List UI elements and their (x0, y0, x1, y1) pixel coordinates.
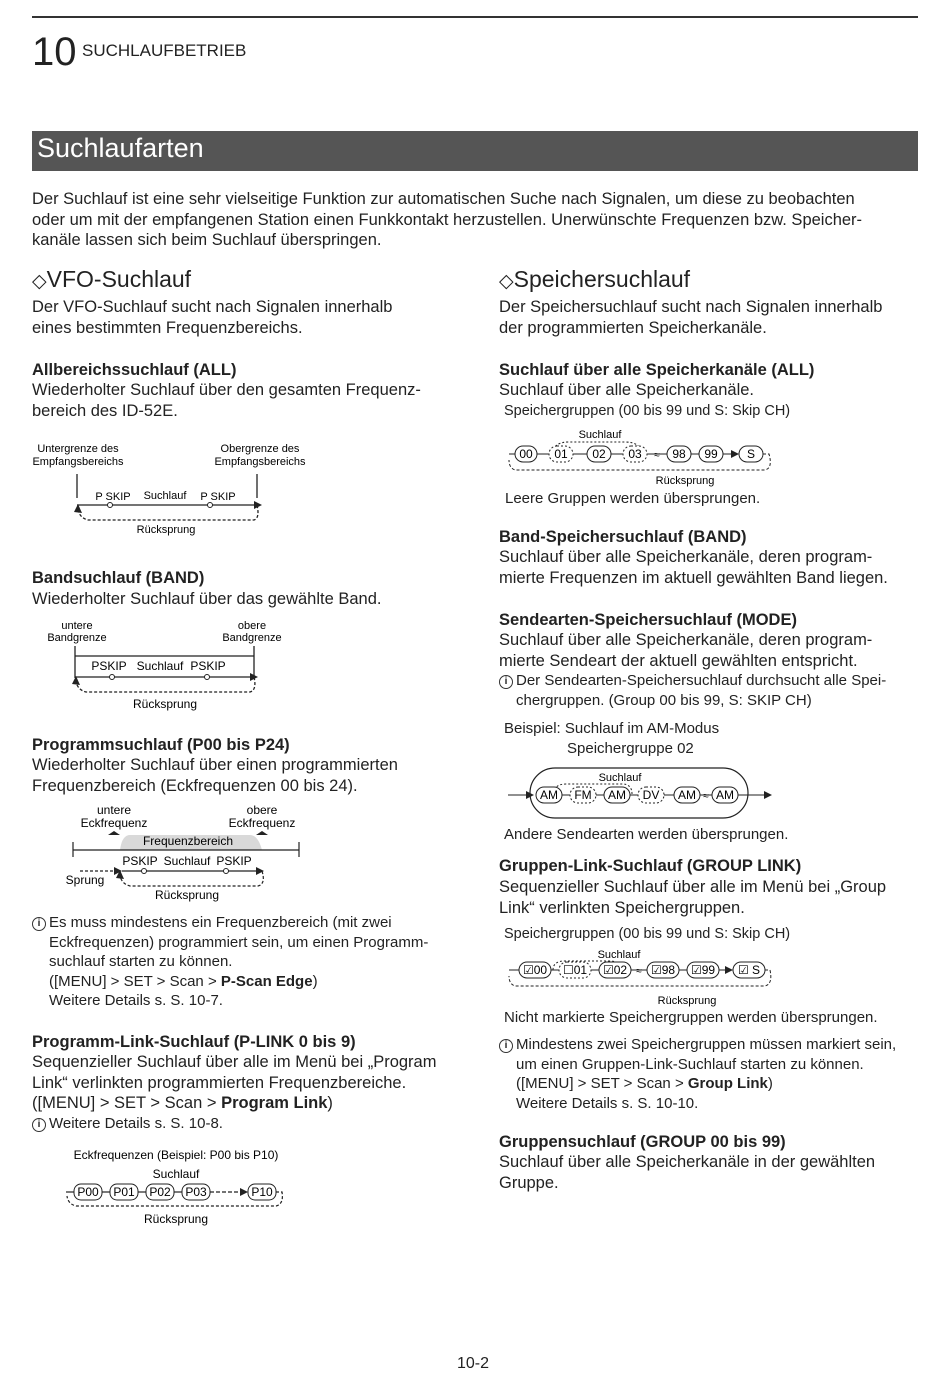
upper-edge-label: obere (246, 803, 278, 817)
text-line: Suchlauf über alle Speicherkanäle, deren program- (499, 548, 873, 566)
program-scan-note (32, 913, 462, 1011)
lower-edge-label: Eckfrequenz (80, 816, 148, 830)
menu-path: ([MENU] > SET > Scan > (49, 972, 221, 990)
scan-label: Suchlauf (136, 659, 184, 673)
pskip-label: PSKIP (122, 854, 158, 868)
text-line: mierte Frequenzen im aktuell gewählten Band liegen. (499, 568, 888, 587)
range-label: P10 (251, 1185, 273, 1199)
return-label: Rücksprung (136, 524, 196, 536)
text-line: Speichergruppe 02 (567, 740, 694, 757)
mode-after: Andere Sendearten werden übersprungen. (504, 826, 789, 843)
group-label: 02 (592, 447, 606, 461)
skip-point (224, 869, 229, 874)
group-label: 98 (672, 447, 686, 461)
plink-note (32, 1114, 223, 1134)
arrow-head-icon (764, 791, 772, 799)
mode-label: FM (574, 788, 592, 802)
skip-point (205, 675, 210, 680)
intro-line: oder um mit der empfangenen Station einen Funkkontakt herzustellen. Unerwünschte Frequenzen bzw. Speicher- (32, 210, 863, 229)
upper-edge-label: Eckfrequenz (228, 816, 296, 830)
range-label: P00 (77, 1185, 99, 1199)
text-line: Suchlauf über alle Speicherkanäle, deren program- (499, 631, 873, 649)
text-line: Mindestens zwei Speichergruppen müssen markiert sein, (516, 1036, 897, 1053)
group-label: ☑98 (650, 963, 676, 977)
range-label: P01 (113, 1185, 135, 1199)
menu-path: ([MENU] > SET > Scan > (32, 1094, 222, 1112)
range-label: P02 (149, 1185, 171, 1199)
return-label: Rücksprung (655, 475, 715, 487)
diamond-icon: ◇ (32, 271, 47, 292)
text-line: Suchlauf über alle Speicherkanäle in der gewählten (499, 1153, 876, 1171)
lower-limit-label: Untergrenze des (37, 443, 119, 455)
memory-description (499, 297, 882, 338)
lower-band-label: untere (61, 620, 93, 632)
text-line: suchlauf starten zu können. (49, 953, 233, 970)
triangle-icon (108, 831, 120, 835)
info-icon: i (499, 675, 513, 689)
text-line: Weitere Details s. S. 10-10. (516, 1094, 699, 1112)
text-line: Link“ verlinkten Speichergruppen. (499, 898, 745, 917)
scan-label: Suchlauf (152, 1167, 200, 1181)
glink-after: Nicht markierte Speichergruppen werden übersprungen. (504, 1009, 878, 1026)
scan-label: Suchlauf (163, 854, 211, 868)
all-scan-description (32, 380, 421, 421)
menu-path: ) (312, 972, 318, 990)
chapter-title: SUCHLAUFBETRIEB (82, 41, 247, 60)
text-line: Sequenzieller Suchlauf über alle im Menü bei „Group (499, 878, 887, 896)
text-line: chergruppen. (Group 00 bis 99, S: SKIP CH) (516, 691, 812, 709)
intro-line: kanäle lassen sich beim Suchlauf überspringen. (32, 231, 382, 249)
group-label: ☑ S (737, 963, 761, 977)
text-line: Der Sendearten-Speichersuchlauf durchsucht alle Spei- (516, 672, 887, 689)
pskip-label: PSKIP (190, 659, 226, 673)
glink-caption: Speichergruppen (00 bis 99 und S: Skip CH) (504, 926, 791, 942)
mode-label: AM (608, 788, 626, 802)
return-label: Rücksprung (143, 1212, 209, 1226)
scan-label: Suchlauf (143, 490, 187, 502)
text-line: Der VFO-Suchlauf sucht nach Signalen innerhalb (32, 298, 393, 316)
return-label: Rücksprung (132, 697, 198, 711)
return-arrow (120, 871, 263, 886)
pskip-label: PSKIP (216, 854, 252, 868)
text-line: Gruppe. (499, 1173, 559, 1192)
menu-item: Group Link (687, 1075, 768, 1092)
text-line: Wiederholter Suchlauf über einen programmierten (32, 756, 398, 774)
text-line: Weitere Details s. S. 10-8. (49, 1115, 223, 1132)
text-line: um einen Gruppen-Link-Suchlauf starten zu können. (516, 1055, 864, 1073)
glink-title: Gruppen-Link-Suchlauf (GROUP LINK) (499, 857, 802, 875)
scan-label: Suchlauf (597, 949, 641, 961)
text-line: Weitere Details s. S. 10-7. (49, 992, 223, 1009)
mode-label: AM (678, 788, 696, 802)
return-arrow (76, 677, 255, 692)
pskip-label: P SKIP (200, 491, 236, 503)
skip-point (142, 869, 147, 874)
menu-path: ([MENU] > SET > Scan > (516, 1075, 688, 1092)
group-scan-description (499, 1152, 875, 1193)
mode-note (499, 671, 886, 710)
memory-title: Speichersuchlauf (513, 266, 691, 292)
glink-diagram (505, 946, 775, 1010)
edge-caption: Eckfrequenzen (Beispiel: P00 bis P10) (73, 1148, 279, 1162)
band-scan-description: Wiederholter Suchlauf über das gewählte Band. (32, 590, 382, 608)
plink-description (32, 1052, 436, 1114)
group-label: 01 (554, 447, 568, 461)
mode-diagram (506, 766, 776, 822)
vfo-heading (32, 266, 191, 293)
group-label: ☐01 (562, 963, 588, 977)
mode-label: AM (540, 788, 558, 802)
upper-limit-label: Obergrenze des (220, 443, 300, 455)
scan-label: Suchlauf (578, 429, 622, 441)
frequency-range-label: Frequenzbereich (142, 834, 234, 848)
group-label: 99 (704, 447, 718, 461)
mem-all-title: Suchlauf über alle Speicherkanäle (ALL) (499, 361, 815, 379)
info-icon: i (499, 1039, 513, 1053)
text-line: Sequenzieller Suchlauf über alle im Menü bei „Program (32, 1053, 437, 1071)
info-icon: i (32, 917, 46, 931)
group-label: ☑00 (522, 963, 548, 977)
group-scan-title: Gruppensuchlauf (GROUP 00 bis 99) (499, 1133, 786, 1151)
intro-paragraph (32, 189, 918, 251)
program-scan-diagram (30, 802, 320, 907)
menu-item: Program Link (221, 1094, 328, 1112)
band-scan-diagram (28, 618, 328, 718)
group-label: 00 (519, 447, 533, 461)
chapter-number: 10 (32, 30, 77, 74)
program-scan-description (32, 755, 398, 796)
page-number: 10-2 (457, 1355, 490, 1372)
break-icon: ≈ (654, 450, 660, 461)
vfo-description (32, 297, 392, 338)
skip-point (110, 675, 115, 680)
program-scan-title: Programmsuchlauf (P00 bis P24) (32, 736, 290, 754)
header-rule (32, 16, 918, 18)
skip-point (208, 503, 213, 508)
menu-path: ) (767, 1075, 773, 1092)
mode-label: DV (642, 788, 660, 802)
plink-diagram (60, 1146, 300, 1230)
arrow-head-icon (731, 450, 739, 458)
mem-band-title: Band-Speichersuchlauf (BAND) (499, 528, 747, 546)
skip-point (108, 503, 113, 508)
all-scan-diagram (28, 438, 328, 538)
text-line: Der Speichersuchlauf sucht nach Signalen innerhalb (499, 298, 883, 316)
triangle-icon (256, 831, 268, 835)
text-line: mierte Sendeart der aktuell gewählten entspricht. (499, 651, 858, 670)
group-label: ☑99 (690, 963, 716, 977)
arrow-head-icon (725, 966, 733, 974)
section-title: Suchlaufarten (37, 133, 204, 163)
menu-path: ) (327, 1094, 333, 1112)
text-line: Link“ verlinkten programmierten Frequenzbereiche. (32, 1073, 407, 1092)
upper-limit-label: Empfangsbereichs (214, 456, 306, 468)
text-line: Frequenzbereich (Eckfrequenzen 00 bis 24). (32, 776, 358, 795)
diamond-icon: ◇ (499, 271, 514, 292)
pskip-label: P SKIP (95, 491, 131, 503)
return-label: Rücksprung (657, 995, 717, 1007)
mem-all-caption: Speichergruppen (00 bis 99 und S: Skip CH) (504, 403, 791, 419)
intro-line: Der Suchlauf ist eine sehr vielseitige Funktion zur automatischen Suche nach Signalen, um diese zu beobachten (32, 190, 855, 208)
mode-example (504, 719, 719, 759)
memory-heading (499, 266, 690, 293)
text-line: Beispiel: Suchlauf im AM-Modus (504, 720, 720, 737)
upper-band-label: obere (237, 620, 267, 632)
return-arrow (78, 505, 258, 520)
text-line: Wiederholter Suchlauf über den gesamten Frequenz- (32, 381, 421, 399)
menu-item: P-Scan Edge (220, 972, 313, 990)
return-label: Rücksprung (154, 888, 220, 902)
vfo-title: VFO-Suchlauf (46, 266, 192, 292)
mode-label: AM (716, 788, 734, 802)
jump-label: Sprung (65, 873, 105, 887)
scan-label: Suchlauf (598, 772, 642, 784)
text-line: eines bestimmten Frequenzbereichs. (32, 318, 303, 337)
mem-all-after: Leere Gruppen werden übersprungen. (505, 490, 761, 507)
text-line: Es muss mindestens ein Frequenzbereich (mit zwei (49, 914, 392, 931)
mem-all-description: Suchlauf über alle Speicherkanäle. (499, 381, 755, 399)
info-icon: i (32, 1118, 46, 1132)
glink-note (499, 1035, 896, 1113)
range-label: P03 (185, 1185, 207, 1199)
text-line: der programmierten Speicherkanäle. (499, 318, 767, 337)
lower-edge-label: untere (96, 803, 132, 817)
group-label: S (746, 447, 756, 461)
group-label: ☑02 (602, 963, 628, 977)
break-icon: ≈ (636, 966, 642, 977)
text-line: bereich des ID-52E. (32, 401, 178, 420)
group-label: 03 (628, 447, 642, 461)
glink-description (499, 877, 886, 918)
plink-title: Programm-Link-Suchlauf (P-LINK 0 bis 9) (32, 1033, 356, 1051)
lower-band-label: Bandgrenze (47, 632, 107, 644)
break-icon: ≈ (703, 791, 709, 802)
mode-title: Sendearten-Speichersuchlauf (MODE) (499, 611, 797, 629)
arrow-head-icon (240, 1188, 248, 1196)
upper-band-label: Bandgrenze (222, 632, 282, 644)
all-scan-title: Allbereichssuchlauf (ALL) (32, 361, 237, 379)
lower-limit-label: Empfangsbereichs (32, 456, 124, 468)
mem-all-diagram (505, 424, 785, 490)
band-scan-title: Bandsuchlauf (BAND) (32, 569, 205, 587)
pskip-label: PSKIP (91, 659, 127, 673)
text-line: Eckfrequenzen) programmiert sein, um einen Programm- (49, 933, 429, 951)
mem-band-description (499, 547, 888, 588)
mode-description (499, 630, 872, 671)
